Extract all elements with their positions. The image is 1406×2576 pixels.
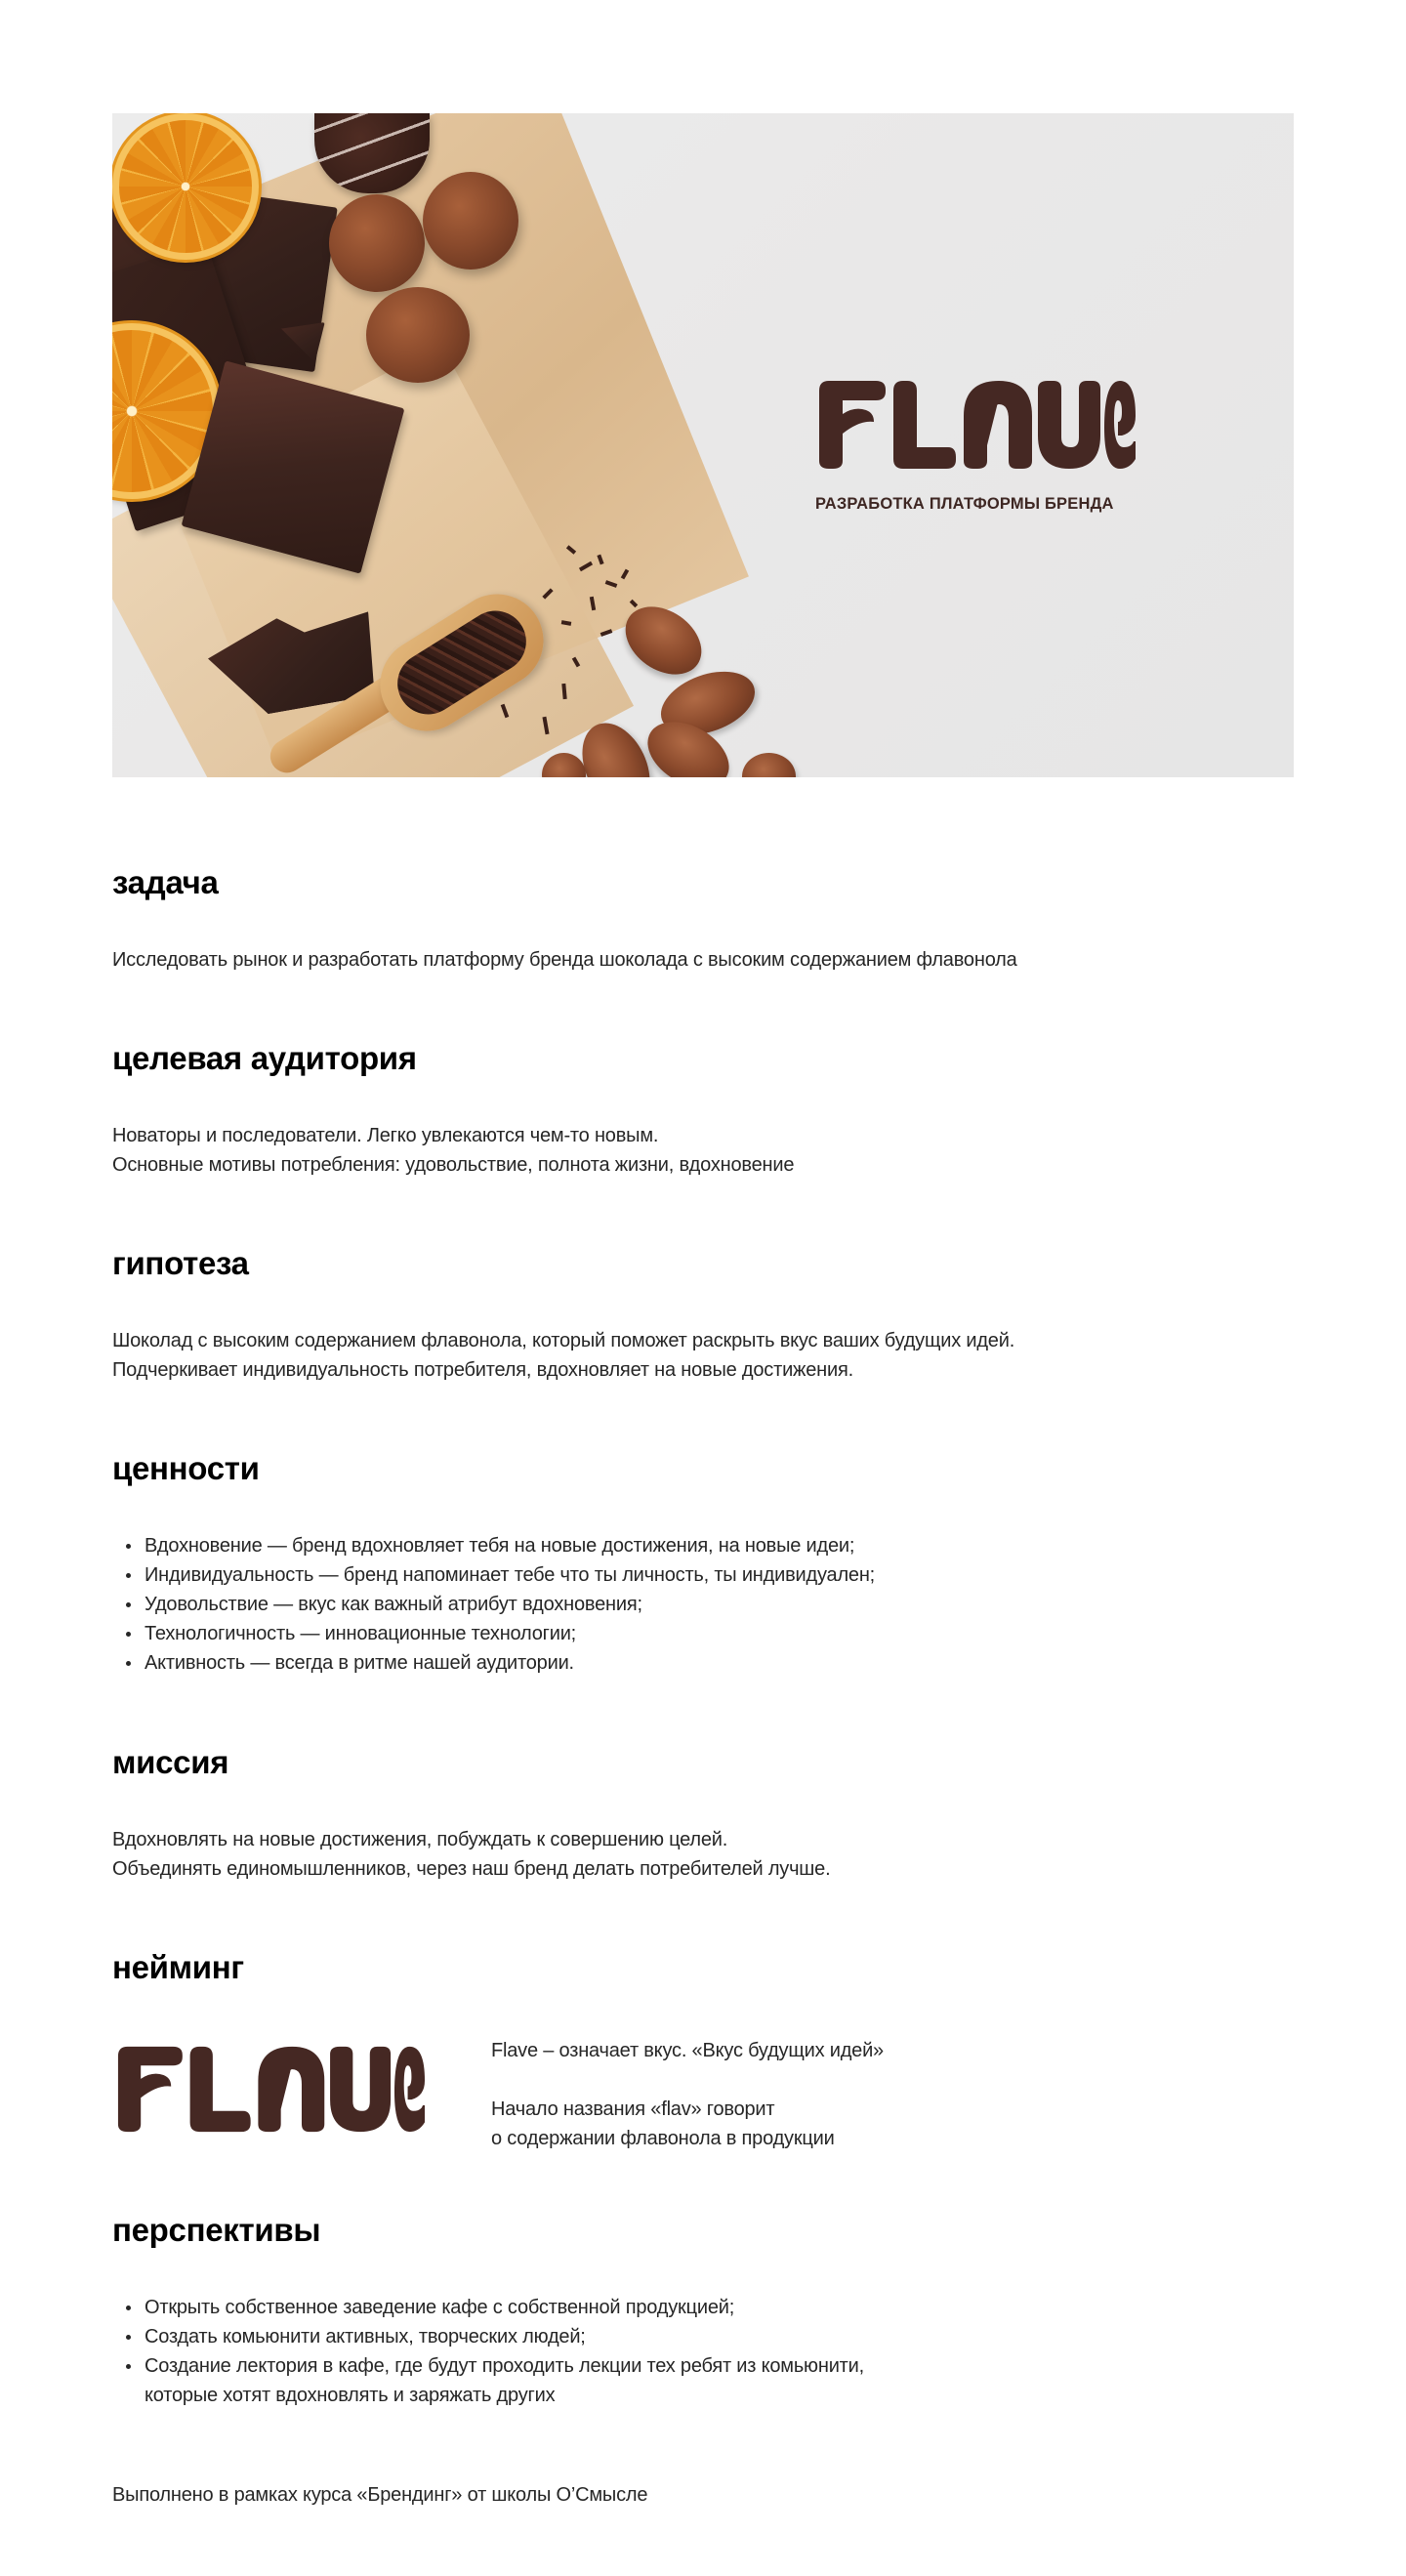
section-target-audience — [112, 1039, 1294, 1180]
list-item-line: которые хотят вдохновлять и заряжать других — [145, 2385, 556, 2406]
section-title: ценности — [112, 1450, 260, 1486]
naming-origin-line: о содержании флавонола в продукции — [491, 2128, 835, 2149]
section-values — [112, 1449, 1294, 1678]
naming-logo-block — [112, 2036, 491, 2140]
naming-meaning: Flave – означает вкус. «Вкус будущих идей» — [491, 2040, 884, 2061]
list-item: Активность — всегда в ритме нашей аудитории. — [112, 1648, 1294, 1678]
section-text: Исследовать рынок и разработать платформу бренда шоколада с высоким содержанием флавонола — [112, 949, 1017, 971]
section-title: нейминг — [112, 1949, 244, 1985]
section-text-line: Основные мотивы потребления: удовольствие, полнота жизни, вдохновение — [112, 1154, 795, 1176]
section-mission — [112, 1743, 1294, 1884]
cocoa-bean — [542, 753, 586, 777]
section-title: гипотеза — [112, 1245, 249, 1281]
flave-logo — [112, 2043, 429, 2136]
cocoa-truffle — [329, 194, 425, 292]
naming-description — [491, 2036, 884, 2153]
cocoa-truffle — [423, 172, 518, 270]
section-text-line: Шоколад с высоким содержанием флавонола, который поможет раскрыть вкус ваших будущих идей. — [112, 1330, 1015, 1351]
prospects-list — [112, 2293, 1294, 2410]
section-text-line: Подчеркивает индивидуальность потребителя, вдохновляет на новые достижения. — [112, 1359, 853, 1381]
section-title: перспективы — [112, 2212, 321, 2248]
section-title: целевая аудитория — [112, 1040, 417, 1076]
section-text-line: Вдохновлять на новые достижения, побуждать к совершению целей. — [112, 1829, 728, 1850]
hero-cover-image — [112, 113, 1294, 777]
section-title: миссия — [112, 1744, 229, 1780]
list-item — [112, 2351, 1294, 2410]
flave-logo — [815, 377, 1137, 473]
list-item: Вдохновение — бренд вдохновляет тебя на новые достижения, на новые идеи; — [112, 1531, 1294, 1560]
dried-orange-slice — [112, 113, 259, 260]
naming-origin-line: Начало названия «flav» говорит — [491, 2098, 775, 2120]
list-item-line: Создание лектория в кафе, где будут проходить лекции тех ребят из комьюнити, — [145, 2355, 864, 2377]
list-item: Открыть собственное заведение кафе с собственной продукцией; — [112, 2293, 1294, 2322]
list-item: Удовольствие — вкус как важный атрибут вдохновения; — [112, 1590, 1294, 1619]
section-text-line: Объединять единомышленников, через наш бренд делать потребителей лучше. — [112, 1858, 831, 1880]
list-item: Технологичность — инновационные технологии; — [112, 1619, 1294, 1648]
hero-subtitle: РАЗРАБОТКА ПЛАТФОРМЫ БРЕНДА — [815, 495, 1114, 513]
section-prospects — [112, 2211, 1294, 2410]
section-hypothesis — [112, 1244, 1294, 1385]
section-task — [112, 863, 1294, 975]
section-title: задача — [112, 864, 219, 900]
hero-brand-block — [815, 377, 1147, 514]
course-credit-note: Выполнено в рамках курса «Брендинг» от школы О’Смысле — [112, 2484, 648, 2506]
cocoa-bean — [742, 753, 796, 777]
list-item: Индивидуальность — бренд напоминает тебе что ты личность, ты индивидуален; — [112, 1560, 1294, 1590]
values-list — [112, 1531, 1294, 1678]
cocoa-truffle — [366, 287, 470, 383]
section-naming — [112, 1948, 1294, 2153]
section-text-line: Новаторы и последователи. Легко увлекаются чем-то новым. — [112, 1125, 659, 1146]
list-item: Создать комьюнити активных, творческих людей; — [112, 2322, 1294, 2351]
